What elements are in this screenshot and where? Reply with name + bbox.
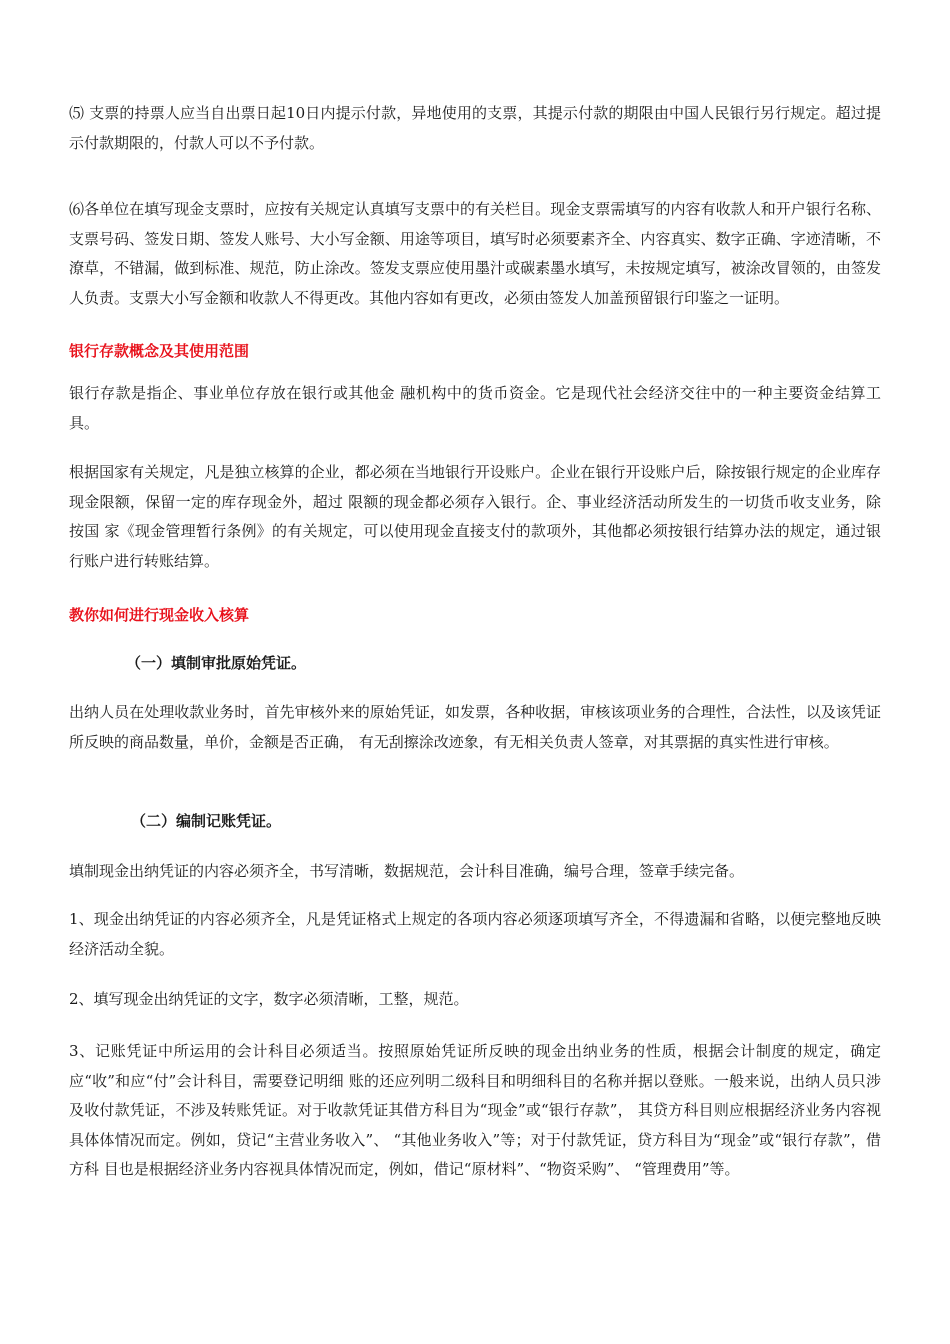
- paragraph-item-three: 3、记账凭证中所运用的会计科目必须适当。按照原始凭证所反映的现金出纳业务的性质，根据会计制度的规定，确定应“收”和应“付”会计科目，需要登记明细 账的还应列明二级科目和明细科目的名称并据以登账。一般来说，出纳人员只涉及收付款凭证，不涉及转账凭证。对于收款凭证其借方科目为“现金”或“银行存款”， 其贷方科目则应根据经济业务内容视具体体情况而定。例如，贷记“主营业务收入”、 “其他业务收入”等；对于付款凭证，贷方科目为“现金”或“银行存款”，借方科 目也是根据经济业务内容视具体情况而定，例如，借记“原材料”、“物资采购”、 “管理费用”等。: [69, 1042, 881, 1178]
- heading-bank-deposit: 银行存款概念及其使用范围: [69, 342, 250, 360]
- paragraph-item-two: 2、填写现金出纳凭证的文字，数字必须清晰，工整，规范。: [69, 990, 469, 1008]
- subheading-step-one: （一）填制审批原始凭证。: [126, 654, 307, 672]
- paragraph-cash-check-filling: ⑹各单位在填写现金支票时，应按有关规定认真填写支票中的有关栏目。现金支票需填写的内容有收款人和开户银行名称、支票号码、签发日期、签发人账号、大小写金额、用途等项目，填写时必须要素齐全、内容真实、数字正确、字迹清晰，不潦草，不错漏，做到标准、规范，防止涂改。签发支票应使用墨汁或碳素墨水填写，未按规定填写，被涂改冒领的，由签发人负责。支票大小写金额和收款人不得更改。其他内容如有更改，必须由签发人加盖预留银行印鉴之一证明。: [69, 200, 881, 307]
- paragraph-deposit-definition: 银行存款是指企、事业单位存放在银行或其他金 融机构中的货币资金。它是现代社会经济交往中的一种主要资金结算工具。: [69, 384, 881, 432]
- paragraph-fill-requirements: 填制现金出纳凭证的内容必须齐全，书写清晰，数据规范，会计科目准确，编号合理，签章手续完备。: [69, 862, 745, 880]
- paragraph-deposit-rules: 根据国家有关规定，凡是独立核算的企业，都必须在当地银行开设账户。企业在银行开设账户后，除按银行规定的企业库存现金限额，保留一定的库存现金外，超过 限额的现金都必须存入银行。企、事业经济活动所发生的一切货币收支业务，除按国 家《现金管理暂行条例》的有关规定，可以使用现金直接支付的款项外，其他都必须按银行结算办法的规定，通过银行账户进行转账结算。: [69, 463, 881, 570]
- paragraph-item-one: 1、现金出纳凭证的内容必须齐全，凡是凭证格式上规定的各项内容必须逐项填写齐全，不得遗漏和省略，以便完整地反映经济活动全貌。: [69, 910, 881, 958]
- heading-cash-income-accounting: 教你如何进行现金收入核算: [69, 606, 250, 624]
- paragraph-check-presentment: ⑸ 支票的持票人应当自出票日起10日内提示付款，异地使用的支票，其提示付款的期限由中国人民银行另行规定。超过提示付款期限的，付款人可以不予付款。: [69, 104, 881, 152]
- subheading-step-two: （二）编制记账凭证。: [131, 812, 282, 830]
- paragraph-voucher-review: 出纳人员在处理收款业务时，首先审核外来的原始凭证，如发票，各种收据，审核该项业务的合理性，合法性，以及该凭证所反映的商品数量，单价，金额是否正确， 有无刮擦涂改迹象，有无相关负责人签章，对其票据的真实性进行审核。: [69, 703, 881, 751]
